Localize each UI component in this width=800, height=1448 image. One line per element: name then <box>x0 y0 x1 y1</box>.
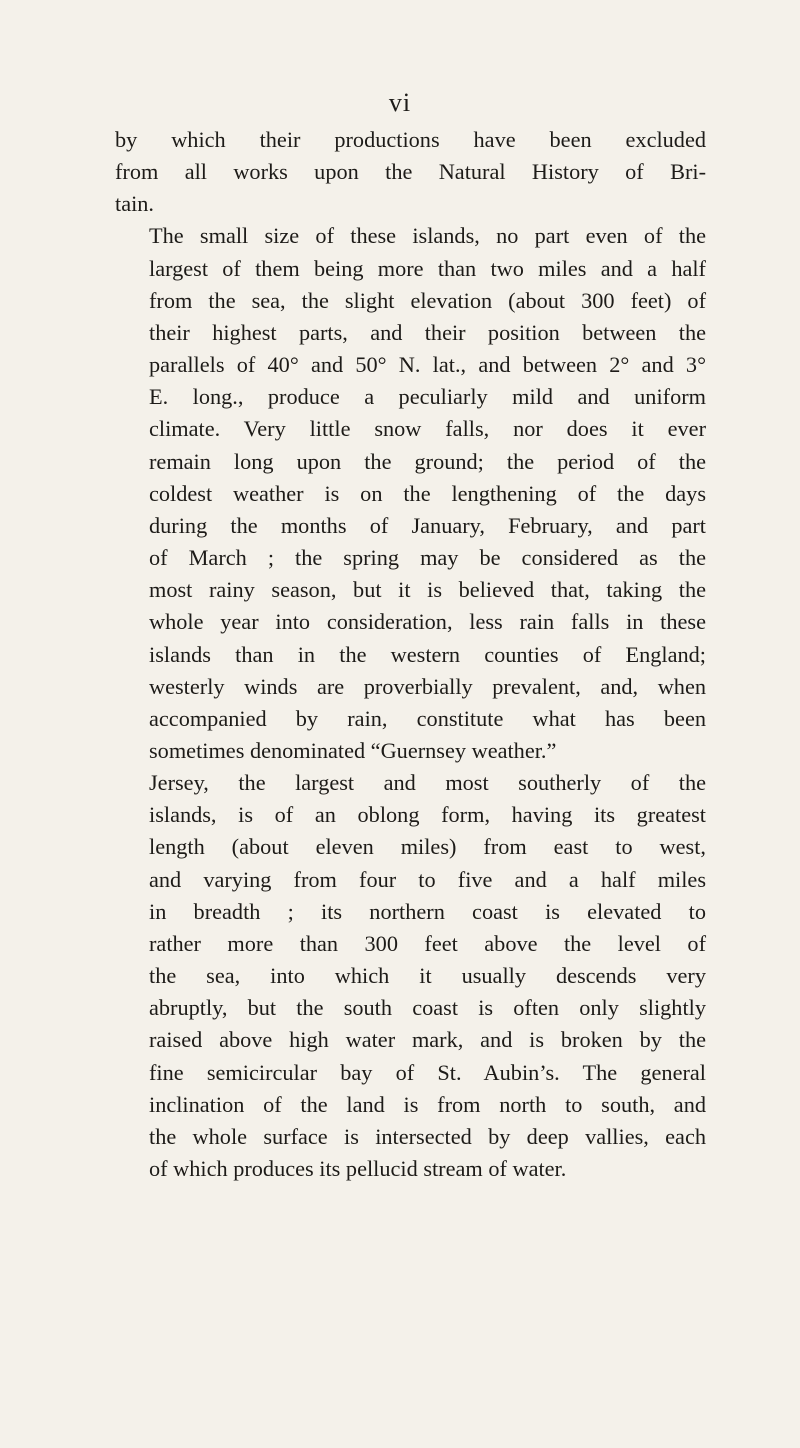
text-line: E. long., produce a peculiarly mild and uniform <box>149 384 706 410</box>
text-line: inclination of the land is from north to south, and <box>149 1091 706 1117</box>
text-line: most rainy season, but it is believed that, taking the <box>149 577 706 603</box>
text-line: and varying from four to five and a half miles <box>149 866 706 892</box>
text-line: the sea, into which it usually descends very <box>149 963 706 989</box>
text-line: by which their productions have been excluded <box>115 127 706 152</box>
text-line: largest of them being more than two miles and a half <box>149 255 706 281</box>
text-line: in breadth ; its northern coast is elevated to <box>149 898 706 924</box>
text-line: length (about eleven miles) from east to west, <box>149 834 706 860</box>
paragraph-3 <box>115 767 706 1185</box>
text-line: during the months of January, February, and part <box>149 512 706 538</box>
page-number: vi <box>388 88 412 117</box>
text-line: fine semicircular bay of St. Aubin’s. The general <box>149 1059 706 1085</box>
text-line: accompanied by rain, constitute what has been <box>149 705 706 731</box>
text-line: climate. Very little snow falls, nor does it ever <box>149 416 706 442</box>
body-text <box>115 124 706 1185</box>
text-line: abruptly, but the south coast is often only slightly <box>149 995 706 1021</box>
text-line: whole year into consideration, less rain falls in these <box>149 609 706 635</box>
text-line: the whole surface is intersected by deep vallies, each <box>149 1123 706 1149</box>
text-line: tain. <box>115 191 155 217</box>
text-line: rather more than 300 feet above the level of <box>149 930 706 956</box>
text-line: coldest weather is on the lengthening of the days <box>149 480 706 506</box>
text-line: of which produces its pellucid stream of water. <box>149 1156 567 1181</box>
text-line: remain long upon the ground; the period of the <box>149 448 706 474</box>
text-line: raised above high water mark, and is broken by the <box>149 1027 706 1053</box>
text-line: islands than in the western counties of England; <box>149 641 706 667</box>
text-line: westerly winds are proverbially prevalent, and, when <box>149 673 706 699</box>
text-line: of March ; the spring may be considered as the <box>149 545 706 571</box>
text-line: islands, is of an oblong form, having its greatest <box>149 802 706 828</box>
text-line: Jersey, the largest and most southerly of the <box>149 770 706 796</box>
text-line: sometimes denominated “Guernsey weather.” <box>149 737 557 763</box>
text-line: from all works upon the Natural History of Bri- <box>115 159 706 185</box>
text-line: parallels of 40° and 50° N. lat., and between 2° and 3° <box>149 352 706 378</box>
paragraph-2 <box>115 220 706 767</box>
text-line: The small size of these islands, no part even of the <box>149 223 706 249</box>
text-line: from the sea, the slight elevation (about 300 feet) of <box>149 287 706 313</box>
paragraph-1 <box>115 124 706 220</box>
text-line: their highest parts, and their position between the <box>149 319 706 345</box>
